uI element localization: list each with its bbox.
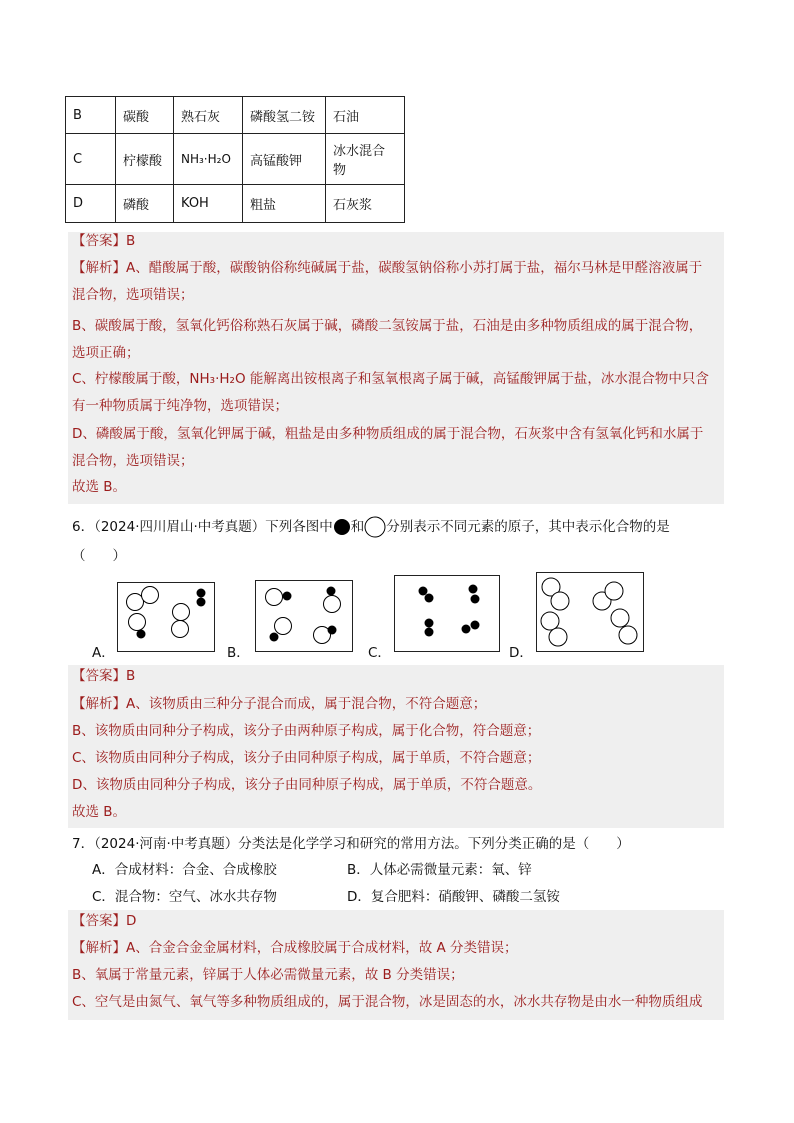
option-text: A．合成材料：合金、合成橡胶 xyxy=(92,862,277,878)
table-cell: 粗盐 xyxy=(243,185,326,223)
option-text: B．人体必需微量元素：氧、锌 xyxy=(347,862,532,878)
table-cell: D xyxy=(66,185,116,223)
analysis-line: C、空气是由氮气、氧气等多种物质组成的，属于混合物，冰是固态的水，冰水共存物是由水一种物质组成 xyxy=(72,994,703,1010)
molecule-diagram xyxy=(537,573,643,651)
table-cell: 磷酸 xyxy=(116,185,174,223)
options-table xyxy=(65,96,405,223)
option-text: C．混合物：空气、冰水共存物 xyxy=(92,889,277,905)
table-cell: 石油 xyxy=(326,97,405,134)
analysis-line: C、该物质由同种分子构成，该分子由同种原子构成，属于单质，不符合题意； xyxy=(72,750,541,766)
stem-text: 6．（2024·四川眉山·中考真题）下列各图中 xyxy=(72,519,333,535)
molecule-diagram xyxy=(256,581,352,651)
table-cell: 石灰浆 xyxy=(326,185,405,223)
analysis-line: 【解析】A、该物质由三种分子混合而成，属于混合物，不符合题意； xyxy=(72,696,487,712)
analysis-line: 混合物，选项错误； xyxy=(72,453,194,469)
analysis-line: C、柠檬酸属于酸，NH₃·H₂O 能解离出铵根离子和氢氧根离子属于碱，高锰酸钾属于盐，冰水混合物中只含 xyxy=(72,371,709,387)
answer-label: 【答案】B xyxy=(72,668,136,684)
analysis-line: B、该物质由同种分子构成，该分子由两种原子构成，属于化合物，符合题意； xyxy=(72,723,541,739)
option-text: D．复合肥料：硝酸钾、磷酸二氢铵 xyxy=(347,889,560,905)
table-cell: 柠檬酸 xyxy=(116,134,174,185)
answer-paren: （ ） xyxy=(72,548,126,564)
analysis-line: 故选 B。 xyxy=(72,804,127,820)
table-row xyxy=(66,185,405,223)
table-cell: 熟石灰 xyxy=(174,97,243,134)
stem-text: 和 xyxy=(350,519,365,535)
option-label: D． xyxy=(509,645,533,661)
table-cell: B xyxy=(66,97,116,134)
option-label: A． xyxy=(92,645,115,661)
option-label: C． xyxy=(368,645,391,661)
table-row xyxy=(66,97,405,134)
table-cell: 碳酸 xyxy=(116,97,174,134)
molecule-diagram xyxy=(118,583,214,651)
analysis-line: 故选 B。 xyxy=(72,479,127,495)
answer-label: 【答案】D xyxy=(72,913,137,929)
black-atom-icon xyxy=(333,518,351,536)
stem-text: 分别表示不同元素的原子，其中表示化合物的是 xyxy=(386,519,670,535)
analysis-line: B、碳酸属于酸，氢氧化钙俗称熟石灰属于碱，磷酸二氢铵属于盐，石油是由多种物质组成的属于混合物， xyxy=(72,318,703,334)
option-label: B． xyxy=(227,645,250,661)
analysis-line: B、氧属于常量元素，锌属于人体必需微量元素，故 B 分类错误； xyxy=(72,967,464,983)
answer-label: 【答案】B xyxy=(72,233,136,249)
table-cell: 磷酸氢二铵 xyxy=(243,97,326,134)
table-cell: C xyxy=(66,134,116,185)
analysis-line: 选项正确； xyxy=(72,345,140,361)
diagram-d xyxy=(536,572,644,652)
analysis-line: 有一种物质属于纯净物，选项错误； xyxy=(72,398,288,414)
analysis-line: D、磷酸属于酸，氢氧化钾属于碱，粗盐是由多种物质组成的属于混合物，石灰浆中含有氢氧化钙和水属于 xyxy=(72,426,704,442)
analysis-line: 混合物，选项错误； xyxy=(72,287,194,303)
question-stem: 7．（2024·河南·中考真题）分类法是化学学习和研究的常用方法。下列分类正确的是（ ） xyxy=(72,836,630,852)
question-stem xyxy=(72,515,670,538)
table-row xyxy=(66,134,405,185)
diagram-c xyxy=(394,575,500,652)
table-cell: 冰水混合物 xyxy=(326,134,405,185)
white-atom-icon xyxy=(364,516,386,538)
diagram-b xyxy=(255,580,353,652)
analysis-line: 【解析】A、合金合金金属材料，合成橡胶属于合成材料，故 A 分类错误； xyxy=(72,940,518,956)
molecule-diagram xyxy=(395,576,499,651)
table-cell: NH₃·H₂O xyxy=(174,134,243,185)
analysis-line: 【解析】A、醋酸属于酸，碳酸钠俗称纯碱属于盐，碳酸氢钠俗称小苏打属于盐，福尔马林是甲醛溶液属于 xyxy=(72,260,703,276)
analysis-line: D、该物质由同种分子构成，该分子由同种原子构成，属于单质，不符合题意。 xyxy=(72,777,542,793)
table-cell: 高锰酸钾 xyxy=(243,134,326,185)
table-cell: KOH xyxy=(174,185,243,223)
diagram-a xyxy=(117,582,215,652)
